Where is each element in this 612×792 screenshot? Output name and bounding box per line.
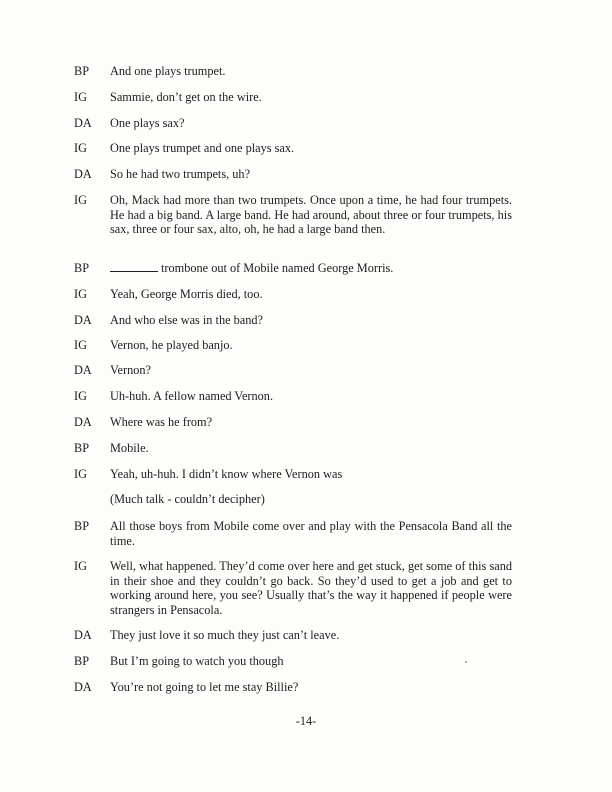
speech-text: And one plays trumpet. bbox=[110, 64, 226, 78]
speaker-label: IG bbox=[74, 389, 87, 403]
speaker-label: DA bbox=[74, 680, 92, 694]
speaker-label: IG bbox=[74, 338, 87, 352]
stage-direction: (Much talk - couldn’t decipher) bbox=[110, 492, 265, 506]
speech-text: Yeah, uh-huh. I didn’t know where Vernon was bbox=[110, 467, 343, 481]
speaker-label: DA bbox=[74, 116, 92, 130]
speech-text: trombone out of Mobile named George Morris. bbox=[161, 261, 394, 275]
speech-text: Uh-huh. A fellow named Vernon. bbox=[110, 389, 274, 403]
speaker-label: IG bbox=[74, 141, 87, 155]
speech-text: Vernon, he played banjo. bbox=[110, 338, 233, 352]
speech-text: Well, what happened. They’d come over here and get stuck, get some of this sand in their shoe and they couldn’t go back. So they’d used to get a job and get to working around here, you see? Usually that’s the way it happened if people were strangers in Pensacola. bbox=[110, 559, 512, 617]
speaker-label: IG bbox=[74, 467, 87, 481]
speech-text: One plays sax? bbox=[110, 116, 185, 130]
speaker-label: DA bbox=[74, 415, 92, 429]
speech-text: Mobile. bbox=[110, 441, 149, 455]
speaker-label: DA bbox=[74, 363, 92, 377]
speech-text: So he had two trumpets, uh? bbox=[110, 167, 251, 181]
speech-text: Yeah, George Morris died, too. bbox=[110, 287, 263, 301]
speech-text: They just love it so much they just can’t leave. bbox=[110, 628, 340, 642]
speech-text: But I’m going to watch you though bbox=[110, 654, 284, 668]
scan-speck bbox=[465, 661, 467, 663]
speaker-label: BP bbox=[74, 64, 90, 78]
speaker-label: DA bbox=[74, 313, 92, 327]
speaker-label: BP bbox=[74, 441, 90, 455]
page-number: -14- bbox=[295, 714, 317, 728]
speech-text: One plays trumpet and one plays sax. bbox=[110, 141, 295, 155]
speaker-label: IG bbox=[74, 287, 87, 301]
speaker-label: BP bbox=[74, 261, 90, 275]
speech-text: You’re not going to let me stay Billie? bbox=[110, 680, 299, 694]
speaker-label: DA bbox=[74, 167, 92, 181]
speech-text: And who else was in the band? bbox=[110, 313, 263, 327]
speaker-label: IG bbox=[74, 193, 87, 207]
speech-text: Vernon? bbox=[110, 363, 151, 377]
speaker-label: BP bbox=[74, 519, 90, 533]
blank-underline bbox=[110, 261, 158, 272]
speech-text: Sammie, don’t get on the wire. bbox=[110, 90, 262, 104]
speaker-label: IG bbox=[74, 90, 87, 104]
speaker-label: DA bbox=[74, 628, 92, 642]
speech-text: Oh, Mack had more than two trumpets. Once upon a time, he had four trumpets. He had a big band. A large band. He had around, about three or four trumpets, his sax, three or four sax, alto, oh, he had a large band then. bbox=[110, 193, 512, 236]
speaker-label: IG bbox=[74, 559, 87, 573]
speech-text: Where was he from? bbox=[110, 415, 213, 429]
speech-line bbox=[110, 261, 512, 276]
speech-text: All those boys from Mobile come over and play with the Pensacola Band all the time. bbox=[110, 519, 512, 548]
speaker-label: BP bbox=[74, 654, 90, 668]
